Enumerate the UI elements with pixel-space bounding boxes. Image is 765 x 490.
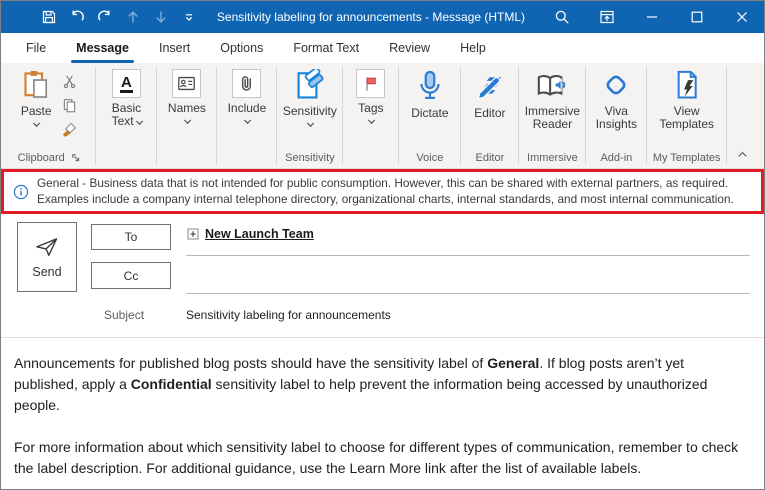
group-label-text: Add-in bbox=[600, 151, 633, 164]
info-icon bbox=[13, 184, 29, 200]
recipient-name[interactable]: New Launch Team bbox=[205, 227, 314, 241]
sensitivity-button[interactable] bbox=[279, 67, 341, 126]
send-icon bbox=[34, 236, 60, 258]
chevron-down-icon bbox=[307, 120, 313, 126]
paste-label: Paste bbox=[20, 104, 52, 118]
tab-label: Review bbox=[389, 41, 431, 55]
minimize-icon bbox=[644, 9, 660, 25]
tab-label: Options bbox=[220, 41, 264, 55]
minimize-button[interactable] bbox=[629, 1, 674, 33]
group-label-text: Voice bbox=[416, 151, 444, 164]
ribbon-display-options-button[interactable] bbox=[584, 1, 629, 33]
to-label: To bbox=[124, 230, 138, 244]
viva-insights-icon bbox=[600, 69, 632, 101]
subject-label: Subject bbox=[104, 308, 145, 322]
addin-group-label bbox=[586, 149, 646, 168]
chevron-down-icon bbox=[184, 117, 190, 123]
tags-button[interactable] bbox=[352, 67, 389, 123]
tags-label: Tags bbox=[358, 101, 384, 115]
cut-button[interactable] bbox=[58, 69, 82, 93]
group-label-text: My Templates bbox=[652, 151, 721, 164]
maximize-icon bbox=[689, 9, 705, 25]
tab-format-text[interactable] bbox=[278, 33, 374, 63]
paperclip-icon bbox=[237, 74, 256, 93]
undo-icon bbox=[69, 9, 85, 25]
my-templates-group-label bbox=[647, 149, 726, 168]
dialog-launcher-icon bbox=[70, 152, 81, 163]
basic-text-label: Basic Text bbox=[111, 101, 142, 128]
tab-insert[interactable] bbox=[144, 33, 205, 63]
contact-card-icon bbox=[177, 74, 196, 93]
to-field-line[interactable] bbox=[186, 255, 750, 256]
ribbon-group-sensitivity bbox=[277, 63, 342, 168]
ribbon-group-tags bbox=[343, 63, 398, 168]
send-button[interactable] bbox=[17, 222, 77, 292]
body-paragraph: Announcements for published blog posts should have the sensitivity label of General. If blog posts aren’t yet published, apply a Confidential sensitivity label to help prevent the information being accessed by unauthorized people. bbox=[14, 355, 708, 413]
flag-icon bbox=[362, 75, 380, 93]
tab-label: Insert bbox=[158, 41, 191, 55]
undo-button[interactable] bbox=[63, 1, 91, 33]
expand-plus-icon[interactable] bbox=[187, 228, 199, 240]
close-button[interactable] bbox=[719, 1, 764, 33]
include-button[interactable] bbox=[224, 67, 271, 123]
save-icon bbox=[41, 9, 57, 25]
ribbon-group-editor bbox=[461, 63, 518, 168]
search-button[interactable] bbox=[539, 1, 584, 33]
ribbon-group-addin bbox=[586, 63, 646, 168]
close-icon bbox=[734, 9, 750, 25]
tab-options[interactable] bbox=[205, 33, 278, 63]
immersive-reader-icon bbox=[535, 69, 569, 101]
dictate-label: Dictate bbox=[411, 106, 449, 120]
clipboard-dialog-launcher[interactable] bbox=[70, 152, 81, 163]
cut-icon bbox=[62, 74, 77, 89]
title-bar bbox=[1, 1, 764, 33]
chevron-down-icon bbox=[244, 117, 250, 123]
chevron-down-icon bbox=[368, 117, 374, 123]
dictate-button[interactable] bbox=[407, 67, 452, 120]
sensitivity-info-bar bbox=[1, 169, 764, 214]
tab-label: Help bbox=[460, 41, 486, 55]
cc-button[interactable] bbox=[91, 262, 171, 289]
tab-label: File bbox=[26, 41, 47, 55]
ribbon-tabs bbox=[1, 33, 764, 63]
copy-button[interactable] bbox=[58, 93, 82, 117]
active-tab-indicator bbox=[71, 60, 134, 63]
tab-review[interactable] bbox=[374, 33, 445, 63]
to-recipient[interactable] bbox=[187, 227, 314, 241]
names-button[interactable] bbox=[164, 67, 210, 123]
redo-icon bbox=[97, 9, 113, 25]
view-templates-button[interactable] bbox=[649, 67, 725, 131]
tags-group-label bbox=[343, 149, 398, 168]
message-body[interactable] bbox=[1, 338, 764, 479]
editor-pen-icon bbox=[474, 69, 506, 103]
immersive-reader-button[interactable] bbox=[517, 67, 587, 131]
basic-text-button[interactable] bbox=[96, 67, 156, 128]
paste-button[interactable] bbox=[17, 67, 56, 126]
group-label-text: Sensitivity bbox=[285, 151, 335, 164]
view-templates-label: View Templates bbox=[659, 104, 715, 131]
move-down-button[interactable] bbox=[147, 1, 175, 33]
redo-button[interactable] bbox=[91, 1, 119, 33]
include-group-label bbox=[217, 149, 276, 168]
customize-quick-access-icon bbox=[182, 10, 196, 24]
ribbon-group-include bbox=[217, 63, 276, 168]
ribbon-group-immersive bbox=[519, 63, 585, 168]
copy-icon bbox=[62, 98, 77, 113]
format-painter-button[interactable] bbox=[58, 117, 82, 141]
font-a-icon: A bbox=[112, 69, 141, 98]
tab-help[interactable] bbox=[445, 33, 501, 63]
sensitivity-label-icon bbox=[294, 69, 326, 101]
body-paragraph: For more information about which sensitivity label to choose for different types of communication, remember to check the label description. For additional guidance, use the Learn More link after the list of available labels. bbox=[14, 439, 739, 476]
collapse-ribbon-icon bbox=[735, 147, 750, 162]
editor-group-label bbox=[461, 149, 518, 168]
ribbon-group-clipboard bbox=[3, 63, 95, 168]
format-painter-icon bbox=[62, 122, 77, 137]
chevron-down-icon bbox=[33, 120, 39, 126]
move-up-icon bbox=[125, 9, 141, 25]
move-up-button[interactable] bbox=[119, 1, 147, 33]
sensitivity-label: Sensitivity bbox=[282, 104, 337, 118]
clipboard-small-buttons bbox=[58, 69, 82, 141]
editor-button[interactable] bbox=[470, 67, 510, 120]
customize-quick-access-button[interactable] bbox=[175, 1, 203, 33]
tab-label: Format Text bbox=[293, 41, 360, 55]
tab-file[interactable] bbox=[11, 33, 61, 63]
send-label: Send bbox=[32, 264, 62, 279]
immersive-reader-label: Immersive Reader bbox=[524, 104, 581, 131]
header-body-divider bbox=[1, 337, 764, 338]
window-title: Sensitivity labeling for announcements - Message (HTML) bbox=[216, 10, 526, 24]
tab-label: Message bbox=[76, 41, 129, 55]
ribbon-group-basic-text bbox=[96, 63, 156, 168]
microphone-icon bbox=[414, 69, 446, 103]
maximize-button[interactable] bbox=[674, 1, 719, 33]
cc-label: Cc bbox=[123, 268, 139, 283]
save-button[interactable] bbox=[35, 1, 63, 33]
ribbon bbox=[1, 63, 764, 169]
sensitivity-description: General - Business data that is not intended for public consumption. However, this can be shared with external partners, as required. Examples include a company internal telephone directory, organizational charts, internal standards, and most internal communication. bbox=[37, 176, 734, 206]
editor-label: Editor bbox=[474, 106, 506, 120]
collapse-ribbon-button[interactable] bbox=[735, 147, 750, 162]
clipboard-paste-icon bbox=[21, 69, 51, 101]
names-group-label bbox=[157, 149, 216, 168]
ribbon-group-names bbox=[157, 63, 216, 168]
voice-group-label bbox=[399, 149, 460, 168]
view-templates-icon bbox=[672, 69, 702, 101]
search-icon bbox=[554, 9, 570, 25]
move-down-icon bbox=[153, 9, 169, 25]
message-header bbox=[1, 214, 764, 338]
group-label-text: Editor bbox=[475, 151, 505, 164]
ribbon-group-my-templates bbox=[647, 63, 726, 168]
viva-insights-button[interactable] bbox=[585, 67, 647, 131]
ribbon-display-options-icon bbox=[599, 9, 615, 25]
subject-field[interactable]: Sensitivity labeling for announcements bbox=[186, 308, 391, 322]
names-label: Names bbox=[167, 101, 206, 115]
caption-controls bbox=[539, 1, 764, 33]
immersive-group-label bbox=[519, 149, 585, 168]
cc-field-line[interactable] bbox=[186, 293, 750, 294]
ribbon-group-voice bbox=[399, 63, 460, 168]
quick-access-toolbar bbox=[1, 1, 203, 33]
basic-text-group-label bbox=[96, 149, 156, 168]
clipboard-group-label bbox=[3, 149, 95, 168]
to-button[interactable] bbox=[91, 224, 171, 250]
chevron-down-icon bbox=[136, 118, 142, 124]
tab-message[interactable] bbox=[61, 33, 144, 63]
group-label-text: Clipboard bbox=[17, 151, 65, 164]
viva-insights-label: Viva Insights bbox=[595, 104, 638, 131]
sensitivity-group-label bbox=[277, 149, 342, 168]
group-label-text: Immersive bbox=[527, 151, 578, 164]
include-label: Include bbox=[227, 101, 267, 115]
